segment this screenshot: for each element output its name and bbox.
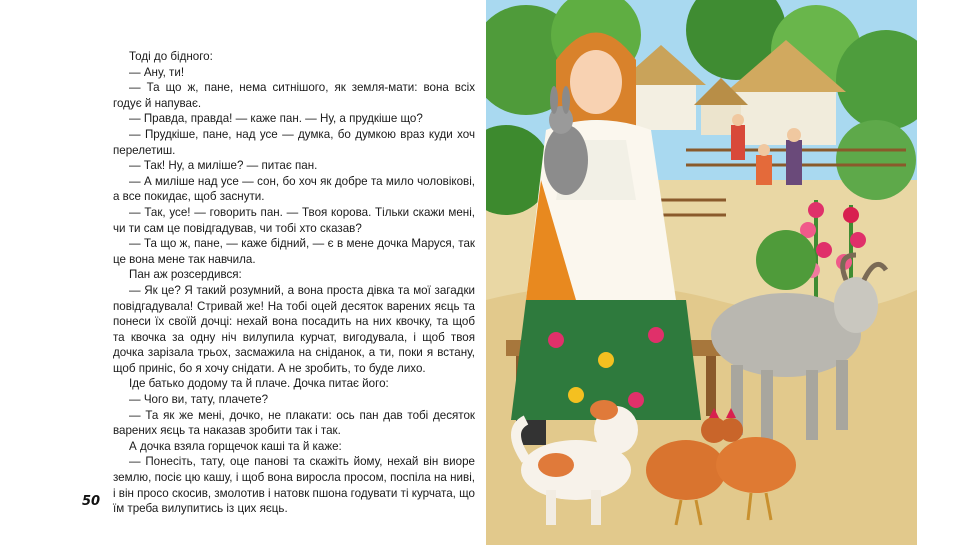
page-number: 50 xyxy=(82,494,101,509)
paragraph: — Та що ж, пане, нема ситнішого, як земля-мати: вона всіх годує й напуває. xyxy=(113,81,475,110)
paragraph: — Чого ви, тату, плачете? xyxy=(129,393,269,407)
paragraph: — Понесіть, тату, оце панові та скажіть йому, нехай він виоре землю, посіє цю кашу, і щоб вона виросла просом, поспіла на ниві, і він просо скосив, змолотив і натовк пшона годувати ті курчата, що їм треба вилупитись із цих яєць. xyxy=(113,455,475,516)
paragraph: — Так! Ну, а миліше? — питає пан. xyxy=(129,159,318,173)
paragraph: — Так, усе! — говорить пан. — Твоя корова. Тільки скажи мені, чи ти сам це повідгадував, чи тобі хто сказав? xyxy=(113,205,475,235)
paragraph: — Ану, ти! xyxy=(129,65,185,79)
paragraph: — Та як же мені, дочко, не плакати: ось пан дав тобі десяток варених яєць та наказав зробити так і так. xyxy=(113,408,475,438)
paragraph: — А миліше над усе — сон, бо хоч як добре та мило чоловікові, а все покидає, щоб заснути. xyxy=(113,174,475,204)
paragraph: — Та що ж, пане, — каже бідний, — є в мене дочка Маруся, так це вона мене так навчила. xyxy=(113,237,475,266)
paragraph: — Як це? Я такий розумний, а вона проста дівка та мої загадки повідгадувала! Стривай же! На тобі оцей десяток варених яєць та понеси їх своїй дочці: нехай вона посадить на них квочку, та щоб та квочка за одну ніч вилупила курчат, вигодувала, і щоб твоя дочка зарізала трьох, засмажила на сніданок, а ти, поки я встану, щоб приніс, бо я хочу снідати. А не зробить, то буде лихо. xyxy=(113,283,475,375)
paragraph: А дочка взяла горщечок каші та й каже: xyxy=(129,439,342,453)
story-illustration xyxy=(486,0,917,545)
paragraph: — Правда, правда! — каже пан. — Ну, а прудкіше що? xyxy=(129,112,423,126)
paragraph: Іде батько додому та й плаче. Дочка питає його: xyxy=(129,377,389,391)
paragraph: Пан аж розсердився: xyxy=(129,268,242,282)
story-text xyxy=(113,49,475,517)
paragraph: Тоді до бідного: xyxy=(129,50,213,63)
paragraph: — Прудкіше, пане, над усе — думка, бо думкою враз куди хоч перелетиш. xyxy=(113,127,475,157)
